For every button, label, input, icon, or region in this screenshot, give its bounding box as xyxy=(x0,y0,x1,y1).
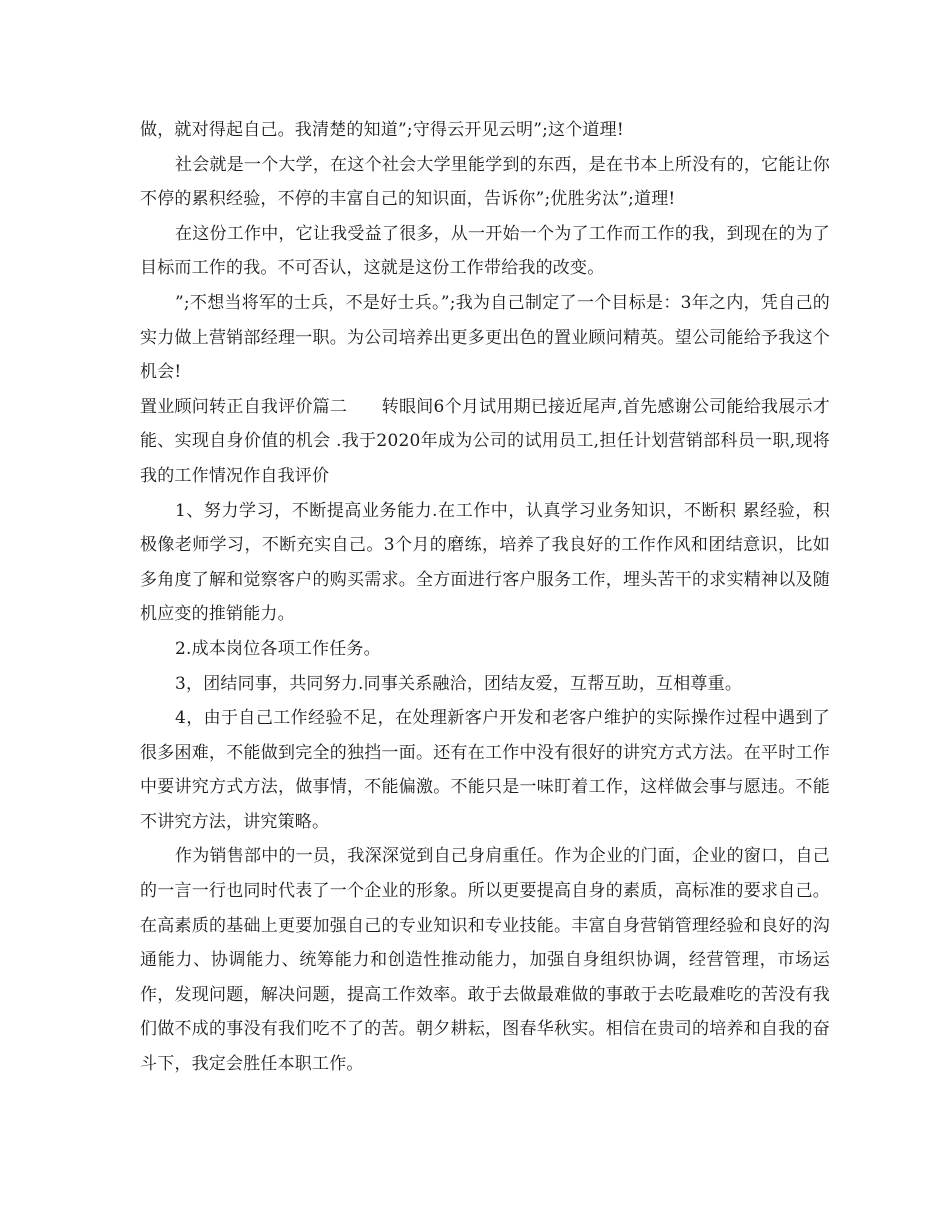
paragraph-7: 2.成本岗位各项工作任务。 xyxy=(175,638,381,659)
document-body xyxy=(140,113,830,1082)
paragraph-6: 1、努力学习，不断提高业务能力.在工作中，认真学习业务知识，不断积 累经验，积极像老师学习，不断充实自己。3个月的磨练，培养了我良好的工作作风和团结意识，比如多角度了解和觉察客户的购买需求。全方面进行客户服务工作，埋头苦干的求实精神以及随机应变的推销能力。 xyxy=(140,500,830,625)
paragraph-3: 在这份工作中，它让我受益了很多，从一开始一个为了工作而工作的我，到现在的为了目标而工作的我。不可否认，这就是这份工作带给我的改变。 xyxy=(140,223,830,279)
paragraph-10: 作为销售部中的一员，我深深觉到自己身肩重任。作为企业的门面，企业的窗口，自己的一言一行也同时代表了一个企业的形象。所以更要提高自身的素质，高标准的要求自己。在高素质的基础上更要加强自己的专业知识和专业技能。丰富自身营销管理经验和良好的沟通能力、协调能力、统筹能力和创造性推动能力，加强自身组织协调，经营管理，市场运作，发现问题，解决问题，提高工作效率。敢于去做最难做的事敢于去吃最难吃的苦没有我们做不成的事没有我们吃不了的苦。朝夕耕耘，图春华秋实。相信在贵司的培养和自我的奋斗下，我定会胜任本职工作。 xyxy=(140,846,830,1075)
paragraph-2: 社会就是一个大学，在这个社会大学里能学到的东西，是在书本上所没有的，它能让你不停的累积经验，不停的丰富自己的知识面，告诉你”;优胜劣汰”;道理! xyxy=(140,154,830,210)
paragraph-1: 做，就对得起自己。我清楚的知道”;守得云开见云明”;这个道理! xyxy=(140,120,624,140)
paragraph-9: 4，由于自己工作经验不足，在处理新客户开发和老客户维护的实际操作过程中遇到了很多困难，不能做到完全的独挡一面。还有在工作中没有很好的讲究方式方法。在平时工作中要讲究方式方法，做事情，不能偏激。不能只是一味盯着工作，这样做会事与愿违。不能不讲究方法，讲究策略。 xyxy=(140,708,830,832)
paragraph-4: ”;不想当将军的士兵，不是好士兵。”;我为自己制定了一个目标是：3年之内，凭自己的实力做上营销部经理一职。为公司培养出更多更出色的置业顾问精英。望公司能给予我这个机会! xyxy=(140,292,830,383)
paragraph-8: 3，团结同事，共同努力.同事关系融洽，团结友爱，互帮互助，互相尊重。 xyxy=(175,673,743,694)
paragraph-5-section-heading: 置业顾问转正自我评价篇二 转眼间6个月试用期已接近尾声,首先感谢公司能给我展示才能、实现自身价值的机会 .我于2020年成为公司的试用员工,担任计划营销部科员一职,现将我的工作情况作自我评价 xyxy=(140,396,830,486)
